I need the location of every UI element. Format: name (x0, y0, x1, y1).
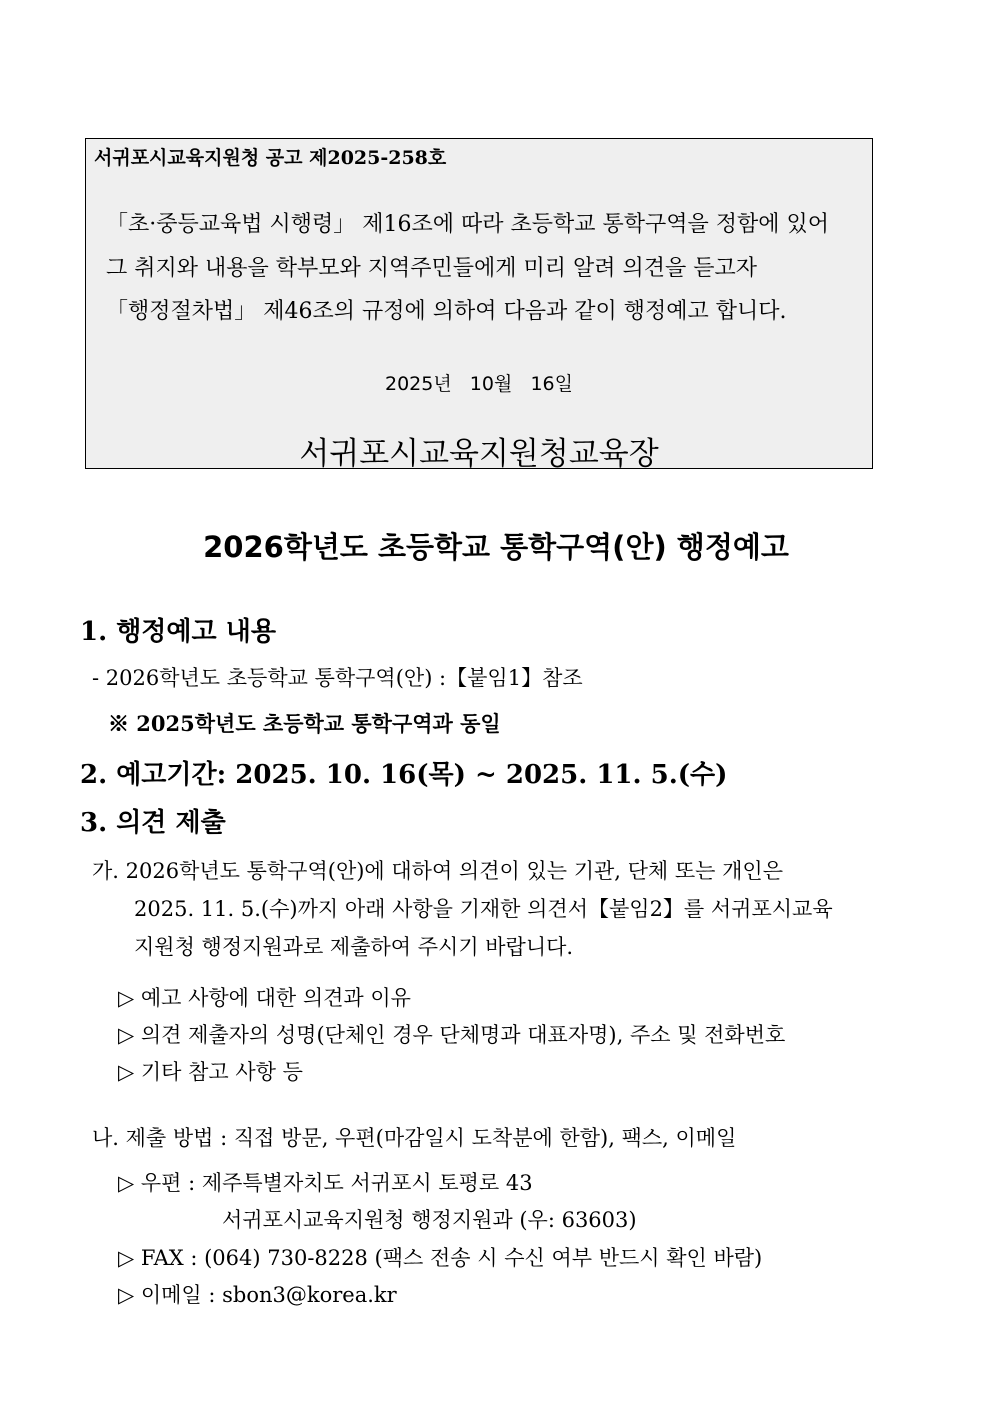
notice-date: 2025년 10월 16일 (384, 373, 573, 395)
section-3-ga-line: 지원청 행정지원과로 제출하여 주시기 바랍니다. (134, 935, 574, 959)
submission-post: ▷ 우편 : 제주특별자치도 서귀포시 토평로 43 (118, 1171, 533, 1195)
section-3-ga-line: 가. 2026학년도 통학구역(안)에 대하여 의견이 있는 기관, 단체 또는 개인은 (92, 859, 783, 883)
section-3-ga-bullet: ▷ 의견 제출자의 성명(단체인 경우 단체명과 대표자명), 주소 및 전화번호 (118, 1023, 786, 1047)
section-3-ga-line: 2025. 11. 5.(수)까지 아래 사항을 기재한 의견서【붙임2】를 서귀포시교육 (134, 897, 833, 921)
notice-body-line: 그 취지와 내용을 학부모와 지역주민들에게 미리 알려 의견을 듣고자 (106, 255, 758, 281)
section-3-ga-bullet: ▷ 예고 사항에 대한 의견과 이유 (118, 986, 411, 1010)
public-notice-box (85, 138, 873, 472)
notice-body (106, 203, 866, 334)
section-3-heading: 3. 의견 제출 (80, 808, 226, 838)
section-1-item: - 2026학년도 초등학교 통학구역(안) :【붙임1】참조 (92, 666, 583, 690)
notice-body-line: 「행정절차법」 제46조의 규정에 의하여 다음과 같이 행정예고 합니다. (106, 299, 787, 324)
document-title: 2026학년도 초등학교 통학구역(안) 행정예고 (203, 530, 789, 564)
notice-number: 서귀포시교육지원청 공고 제2025-258호 (94, 147, 447, 169)
section-1-note: ※ 2025학년도 초등학교 통학구역과 동일 (108, 711, 501, 736)
notice-signer: 서귀포시교육지원청교육장 (299, 436, 659, 472)
section-3-ga-bullet: ▷ 기타 참고 사항 등 (118, 1060, 303, 1084)
submission-fax: ▷ FAX : (064) 730-8228 (팩스 전송 시 수신 여부 반드시 확인 바람) (118, 1246, 763, 1270)
section-2-heading: 2. 예고기간: 2025. 10. 16(목) ~ 2025. 11. 5.(수) (80, 760, 728, 790)
submission-email: ▷ 이메일 : sbon3@korea.kr (118, 1283, 397, 1307)
section-1-heading: 1. 행정예고 내용 (80, 617, 276, 647)
section-3-na-line: 나. 제출 방법 : 직접 방문, 우편(마감일시 도착분에 한함), 팩스, 이메일 (92, 1126, 737, 1150)
notice-body-line: 「초·중등교육법 시행령」 제16조에 따라 초등학교 통학구역을 정함에 있어 (106, 212, 829, 237)
submission-post-address: 서귀포시교육지원청 행정지원과 (우: 63603) (222, 1208, 637, 1232)
